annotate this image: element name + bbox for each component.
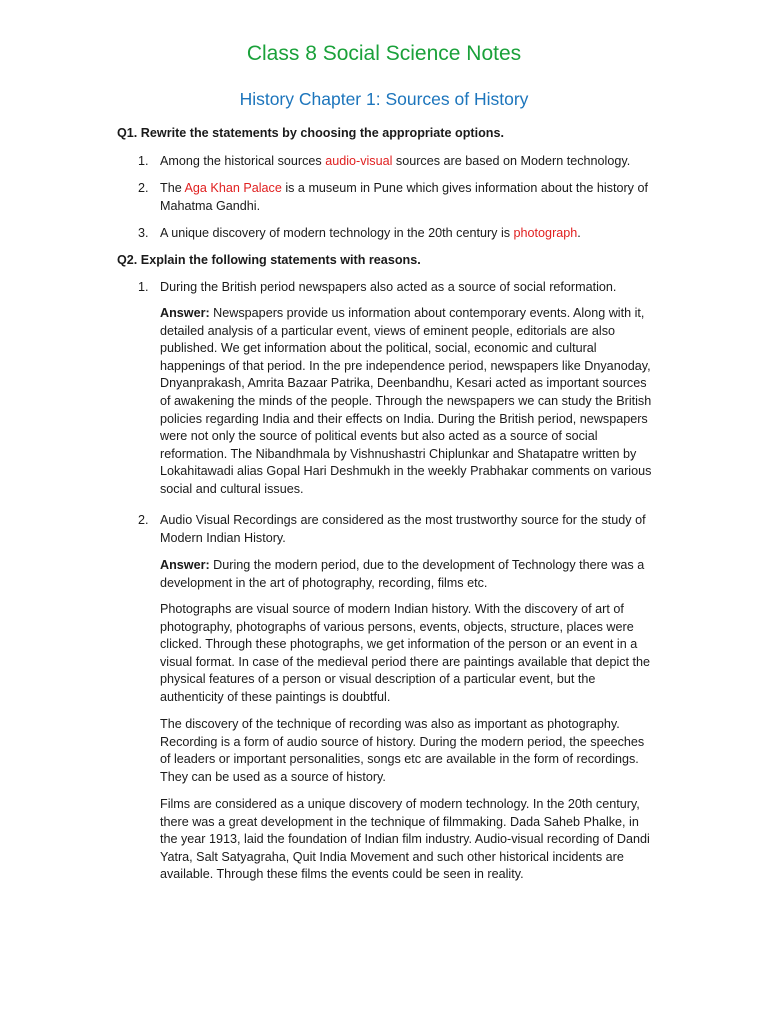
q2-statement: Audio Visual Recordings are considered as the most trustworthy source for the study of Modern Indian History.: [160, 513, 646, 545]
page-title: Class 8 Social Science Notes: [246, 42, 522, 65]
q2-item-number: 2.: [138, 513, 149, 527]
answer-label: Answer:: [160, 558, 210, 572]
body-paragraph: The discovery of the technique of recording was also as important as photography. Recording is a form of audio source of history. During the modern period, the speeches of leaders or important personalities, songs etc are available in the form of recordings. They can be used as a source of history.: [160, 717, 645, 784]
q2-item-number: 1.: [138, 280, 149, 294]
answer-paragraph: Answer: Newspapers provide us information about contemporary events. Along with it, detailed analysis of a particular event, views of eminent people, editorials are also published. We get information about the political, social, economic and cultural happenings of that period. In the pre independence period, newspapers like Dnyanoday, Dnyanprakash, Amrita Bazaar Patrika, Deenbandhu, Kesari acted as important sources of awakening the minds of the people. Through the newspapers we can study the British policies regarding India and their effects on India. During the British period, newspapers were not only the source of political events but also acted as a source of social reformation. The Nibandhmala by Vishnushastri Chiplunkar and Shatapatre written by Lokahitawadi alias Gopal Hari Deshmukh in the weekly Prabhakar comments on various social and cultural issues.: [160, 306, 652, 496]
answer-highlight: photograph: [513, 226, 578, 240]
q2-statement: During the British period newspapers also acted as a source of social reformation.: [160, 280, 617, 294]
answer-highlight: audio-visual: [325, 154, 393, 168]
answer-label: Answer:: [160, 306, 210, 320]
document-page: Class 8 Social Science Notes History Chapter 1: Sources of History Q1. Rewrite the statements by choosing the appropriate options. 1. Among the historical sources audio-visual sources are based on Modern technology. 2. The Aga Khan Palace is a museum in Pune which gives information about the history of Mahatma Gandhi. 3. A unique discovery of modern technology in the 20th century is photograph. Q2. Explain the following statements with reasons. 1. During the British period newspapers also acted as a source of social reformation. Answer: Newspapers provide us information about contemporary events. Along with it, detailed analysis of a particular event, views of eminent people, editorials are also published. We get information about the political, social, economic and cultural happenings of that period. In the pre independence period, newspapers like Dnyanoday, Dnyanprakash, Amrita Bazaar Patrika, Deenbandhu, Kesari acted as important sources of awakening the minds of the people. Through the newspapers we can study the British policies regarding India and their effects on India. During the British period, newspapers were not only the source of political events but also acted as a source of social reformation. The Nibandhmala by Vishnushastri Chiplunkar and Shatapatre written by Lokahitawadi alias Gopal Hari Deshmukh in the weekly Prabhakar comments on various social and cultural issues. 2. Audio Visual Recordings are considered as the most trustworthy source for the study of Modern Indian History. Answer: During the modern period, due to the development of Technology there was a development in the art of photography, recording, films etc. Photographs are visual source of modern Indian history. With the discovery of art of photography, photographs of various persons, events, objects, structure, places were clicked. Through these photographs, we get information of the person or an event in a visual format. In case of the medieval period there are paintings available that depict the physical features of a person or visual description of a particular event, but the authenticity of these paintings is doubtful. The discovery of the technique of recording was also as important as photography. Recording is a form of audio source of history. During the modern period, the speeches of leaders or important personalities, songs etc are available in the form of recordings. They can be used as a source of history. Films are considered as a unique discovery of modern technology. In the 20th century, there was a great development in the technique of filmmaking. Dada Saheb Phalke, in the year 1913, laid the foundation of Indian film industry. Audio-visual recording of Dandi Yatra, Salt Satyagraha, Quit India Movement and such other historical incidents are available. Through these films the events could be seen in reality.: [0, 0, 768, 1024]
q1-item-number: 2.: [138, 181, 149, 195]
body-paragraph: Photographs are visual source of modern Indian history. With the discovery of art of photography, photographs of various persons, events, objects, structure, places were clicked. Through these photographs, we get information of the person or an event in a visual format. In case of the medieval period there are paintings available that depict the physical features of a person or visual description of a particular event, but the authenticity of these paintings is doubtful.: [160, 602, 651, 704]
q1-item-number: 3.: [138, 226, 149, 240]
answer-highlight: Aga Khan Palace: [184, 181, 282, 195]
chapter-subtitle: History Chapter 1: Sources of History: [239, 89, 529, 109]
q1-item-number: 1.: [138, 154, 149, 168]
body-paragraph: Films are considered as a unique discovery of modern technology. In the 20th century, there was a great development in the technique of filmmaking. Dada Saheb Phalke, in the year 1913, laid the foundation of Indian film industry. Audio-visual recording of Dandi Yatra, Salt Satyagraha, Quit India Movement and such other historical incidents are available. Through these films the events could be seen in reality.: [160, 797, 650, 882]
q1-heading: Q1. Rewrite the statements by choosing the appropriate options.: [117, 126, 504, 140]
q2-heading: Q2. Explain the following statements with reasons.: [117, 253, 421, 267]
answer-paragraph: Answer: During the modern period, due to the development of Technology there was a development in the art of photography, recording, films etc.: [160, 558, 645, 590]
